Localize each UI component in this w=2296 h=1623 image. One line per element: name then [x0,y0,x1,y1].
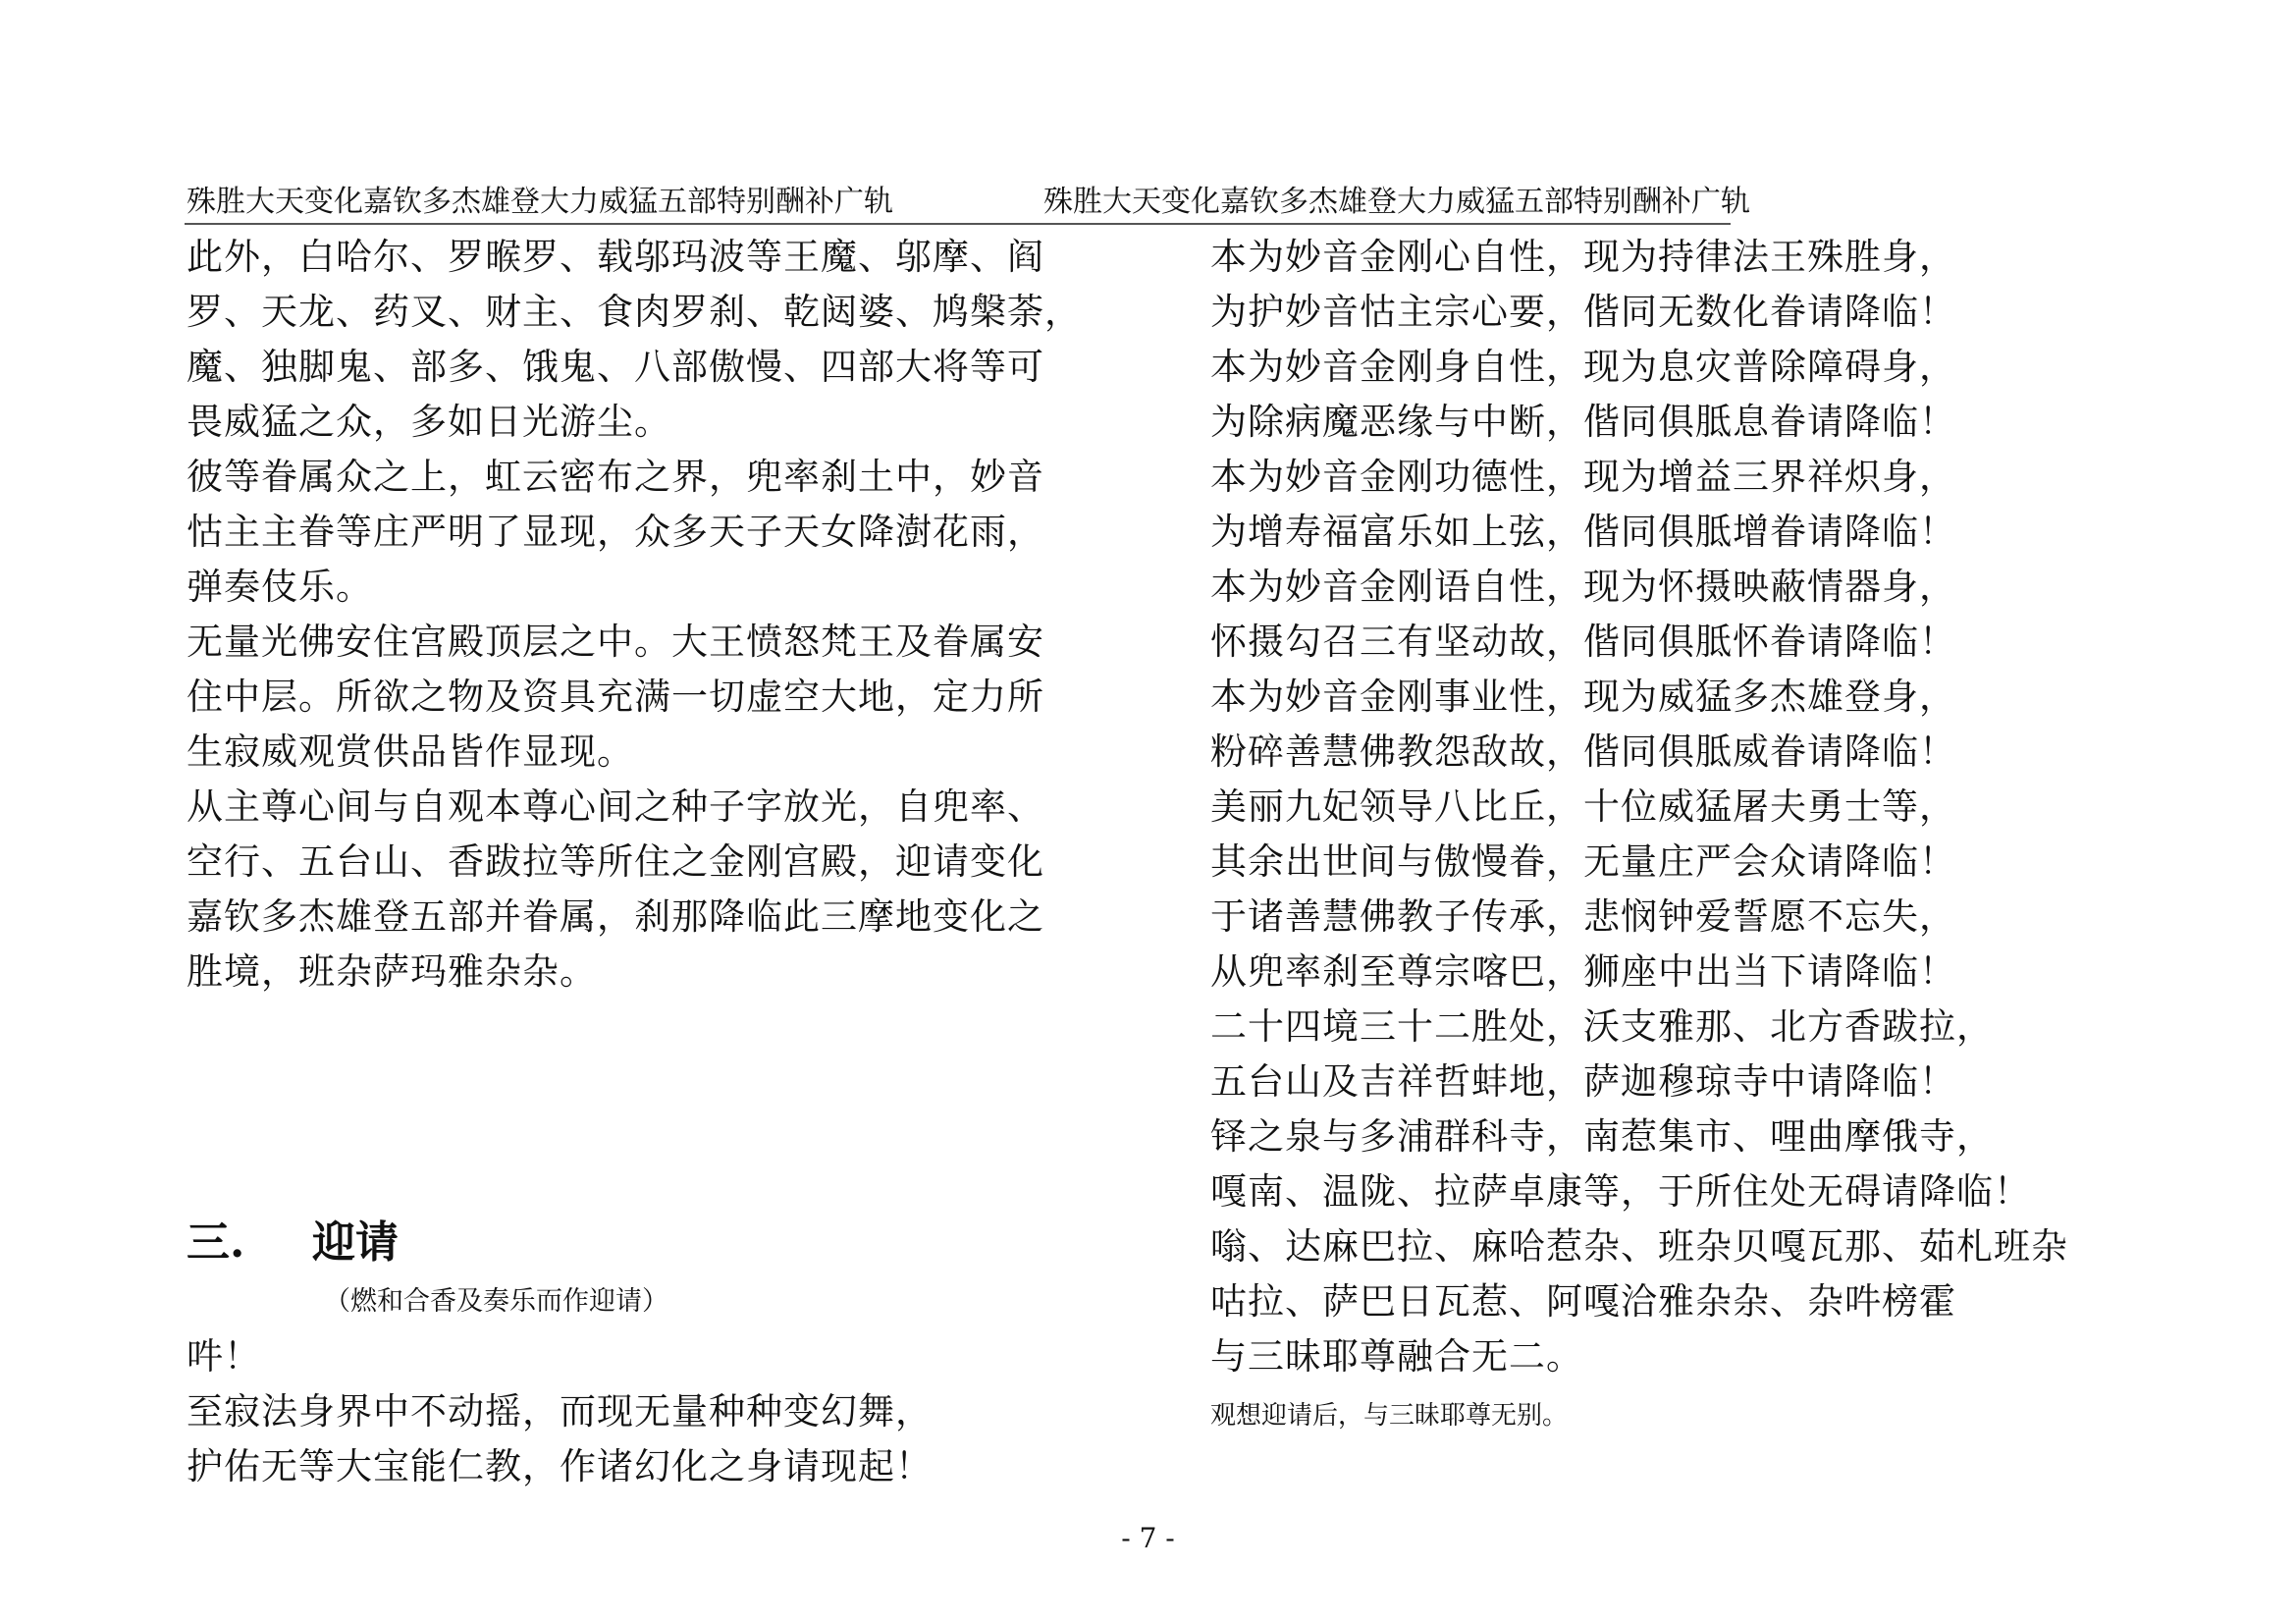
verse-line: 粉碎善慧佛教怨敌故，偕同俱胝威眷请降临！ [1210,730,1956,773]
page-number: - 7 - [1121,1522,1175,1554]
verse-line: 本为妙音金刚语自性，现为怀摄映蔽情器身， [1210,566,1956,608]
verse-line: 嘎南、温陇、拉萨卓康等，于所住处无碍请降临！ [1210,1170,2031,1213]
verse-line: 本为妙音金刚功德性，现为增益三界祥炽身， [1210,456,1956,498]
section-heading [187,1216,399,1271]
verse-line: 二十四境三十二胜处，沃支雅那、北方香跋拉， [1210,1005,1994,1048]
text-line: 弹奏伎乐。 [187,566,373,608]
verse-line: 其余出世间与傲慢眷，无量庄严会众请降临！ [1210,840,1956,883]
verse-line: 吽！ [187,1335,261,1378]
text-line: 从主尊心间与自观本尊心间之种子字放光，自兜率、 [187,785,1044,828]
section-title: 迎请 [312,1217,399,1268]
verse-line: 铎之泉与多浦群科寺，南惹集市、哩曲摩俄寺， [1210,1115,1994,1158]
paragraph [187,450,1119,615]
verse-line: 为除病魔恶缘与中断，偕同俱胝息眷请降临！ [1210,401,1956,443]
text-line: 彼等眷属众之上，虹云密布之界，兜率刹土中，妙音 [187,456,1044,498]
paragraph [187,780,1119,1000]
invocation-verse [187,1329,933,1494]
text-line: 空行、五台山、香跋拉等所住之金刚宫殿，迎请变化 [187,840,1044,883]
text-line: 生寂威观赏供品皆作显现。 [187,730,634,773]
text-line: 无量光佛安住宫殿顶层之中。大王愤怒梵王及眷属安 [187,621,1044,663]
verse-line: 美丽九妃领导八比丘，十位威猛屠夫勇士等， [1210,785,1956,828]
mantra-line: 嗡、达麻巴拉、麻哈惹杂、班杂贝嘎瓦那、茹札班杂 [1210,1225,2068,1268]
section-note: （燃和合香及奏乐而作迎请） [324,1286,668,1317]
verse-line: 从兜率刹至尊宗喀巴，狮座中出当下请降临！ [1210,950,1956,993]
verse-line: 为护妙音怙主宗心要，偕同无数化眷请降临！ [1210,291,1956,333]
text-line: 畏威猛之众，多如日光游尘。 [187,401,671,443]
verse-line: 于诸善慧佛教子传承，悲悯钟爱誓愿不忘失， [1210,895,1956,938]
text-line: 罗、天龙、药叉、财主、食肉罗刹、乾闼婆、鸠槃荼， [187,291,1082,333]
verse-line: 为增寿福富乐如上弦，偕同俱胝增眷请降临！ [1210,511,1956,553]
verse-line: 五台山及吉祥哲蚌地，萨迦穆琼寺中请降临！ [1210,1060,1956,1103]
verse-line: 护佑无等大宝能仁教，作诸幻化之身请现起！ [187,1445,933,1488]
section-number: 三. [187,1217,245,1268]
running-header-left: 殊胜大天变化嘉钦多杰雄登大力威猛五部特别酬补广轨 [187,185,893,219]
running-header-right: 殊胜大天变化嘉钦多杰雄登大力威猛五部特别酬补广轨 [1043,185,1750,219]
text-line: 嘉钦多杰雄登五部并眷属，刹那降临此三摩地变化之 [187,895,1044,938]
paragraph [187,615,1119,780]
visualization-note: 观想迎请后，与三昧耶尊无别。 [1210,1401,1569,1431]
text-line: 此外，白哈尔、罗㬋罗、载邬玛波等王魔、邬摩、阎 [187,236,1044,278]
left-column [187,230,1119,1000]
text-line: 住中层。所欲之物及资具充满一切虚空大地，定力所 [187,676,1044,718]
right-column [1210,230,2221,1435]
mantra-line: 咕拉、萨巴日瓦惹、阿嘎洽雅杂杂、杂吽榜霍 [1210,1280,1956,1323]
verse-line: 本为妙音金刚身自性，现为息灾普除障碍身， [1210,346,1956,388]
header-rule [185,223,1731,225]
verse-line: 本为妙音金刚事业性，现为威猛多杰雄登身， [1210,676,1956,718]
verse-line: 至寂法身界中不动摇，而现无量种种变幻舞， [187,1390,933,1433]
text-line: 怙主主眷等庄严明了显现，众多天子天女降澍花雨， [187,511,1044,553]
paragraph [187,230,1119,450]
verse-line: 本为妙音金刚心自性，现为持律法王殊胜身， [1210,236,1956,278]
verse-line: 怀摄勾召三有坚动故，偕同俱胝怀眷请降临！ [1210,621,1956,663]
text-line: 魔、独脚鬼、部多、饿鬼、八部傲慢、四部大将等可 [187,346,1044,388]
text-line: 胜境，班杂萨玛雅杂杂。 [187,950,597,993]
verse-line: 与三昧耶尊融合无二。 [1210,1335,1583,1378]
